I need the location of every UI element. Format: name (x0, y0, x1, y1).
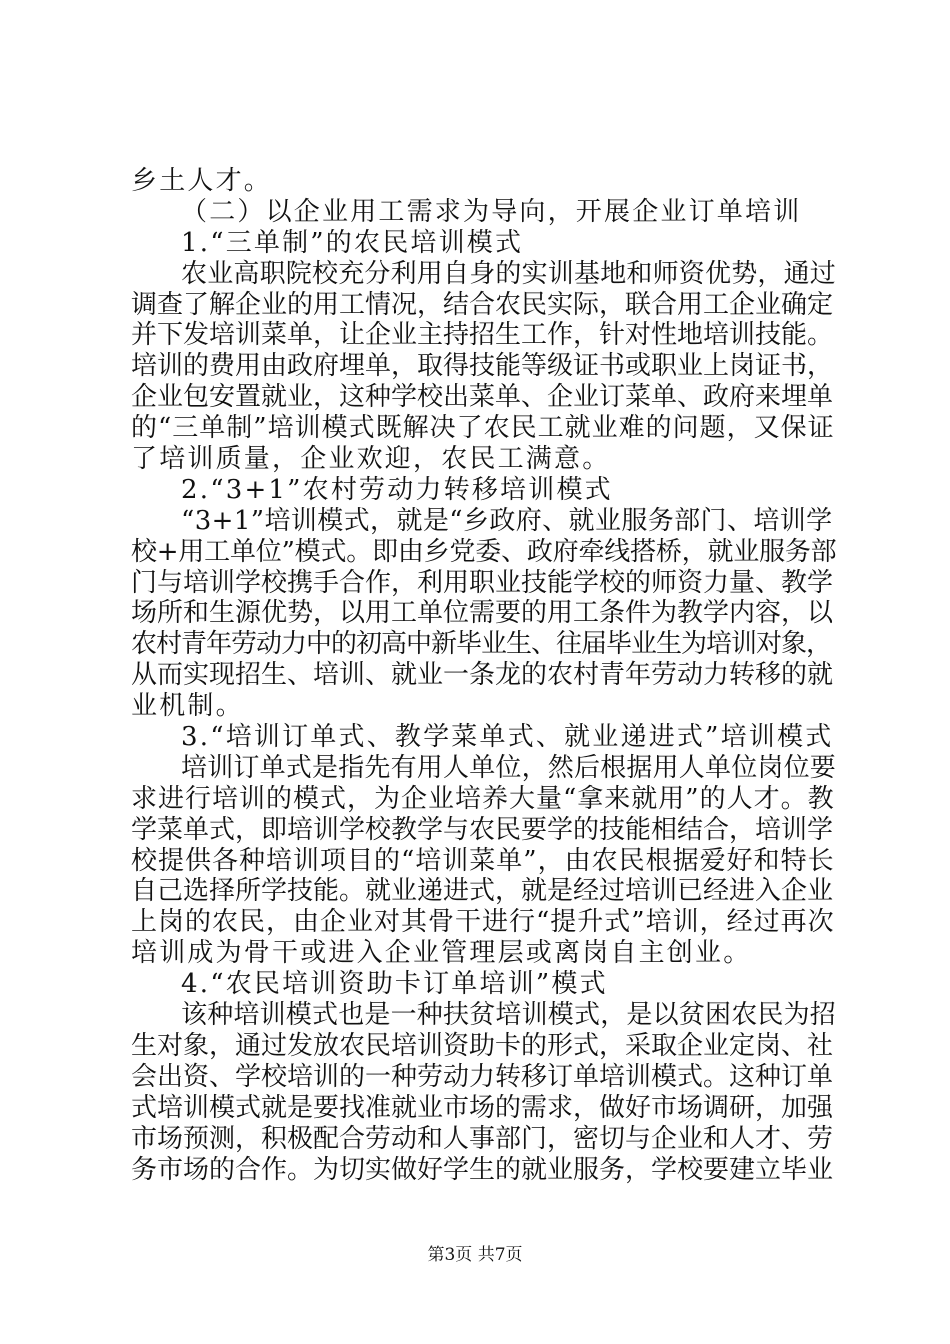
subsection-heading: 1.“三单制”的农民培训模式 (181, 227, 524, 258)
text-line: 并下发培训菜单，让企业主持招生工作，针对性地培训技能。 (131, 320, 834, 351)
text-line: 市场预测，积极配合劳动和人事部门，密切与企业和人才、劳 (131, 1123, 834, 1154)
text-line: 调查了解企业的用工情况，结合农民实际，联合用工企业确定 (131, 289, 834, 320)
text-line: 农村青年劳动力中的初高中新毕业生、往届毕业生为培训对象， (131, 629, 832, 660)
page-number-footer: 第3页 共7页 (427, 1245, 523, 1265)
section-heading: （二）以企业用工需求为导向，开展企业订单培训 (181, 196, 802, 227)
text-line: 乡土人才。 (131, 166, 273, 196)
text-line: 培训的费用由政府埋单，取得技能等级证书或职业上岗证书， (131, 351, 834, 382)
text-line: 从而实现招生、培训、就业一条龙的农村青年劳动力转移的就 (131, 660, 834, 691)
text-line: “3+1”培训模式，就是“乡政府、就业服务部门、培训学 (181, 505, 833, 536)
subsection-heading: 4.“农民培训资助卡订单培训”模式 (181, 969, 608, 1000)
text-line: 培训成为骨干或进入企业管理层或离岗自主创业。 (131, 938, 752, 969)
subsection-heading: 2.“3+1”农村劳动力转移培训模式 (181, 474, 613, 505)
text-line: 了培训质量，企业欢迎，农民工满意。 (131, 444, 611, 475)
text-line: 校提供各种培训项目的“培训菜单”，由农民根据爱好和特长 (131, 845, 835, 876)
text-line: 务市场的合作。为切实做好学生的就业服务，学校要建立毕业 (131, 1154, 834, 1185)
text-line: 上岗的农民，由企业对其骨干进行“提升式”培训，经过再次 (131, 907, 835, 938)
subsection-heading: 3.“培训订单式、教学菜单式、就业递进式”培训模式 (181, 722, 834, 753)
text-line: 企业包安置就业，这种学校出菜单、企业订菜单、政府来埋单 (131, 382, 834, 413)
text-line: 求进行培训的模式，为企业培养大量“拿来就用”的人才。教 (131, 783, 835, 814)
text-line: 场所和生源优势，以用工单位需要的用工条件为教学内容，以 (131, 598, 834, 629)
text-line: 学菜单式，即培训学校教学与农民要学的技能相结合，培训学 (131, 814, 834, 845)
text-line: 会出资、学校培训的一种劳动力转移订单培训模式。这种订单 (131, 1061, 834, 1092)
text-line: 自己选择所学技能。就业递进式，就是经过培训已经进入企业 (131, 876, 834, 907)
text-line: 生对象，通过发放农民培训资助卡的形式，采取企业定岗、社 (131, 1030, 834, 1061)
text-line: 的“三单制”培训模式既解决了农民工就业难的问题，又保证 (131, 413, 835, 444)
text-line: 门与培训学校携手合作，利用职业技能学校的师资力量、教学 (131, 567, 834, 598)
document-body (131, 166, 836, 1185)
text-line: 校+用工单位”模式。即由乡党委、政府牵线搭桥，就业服务部 (131, 536, 837, 567)
text-line: 业机制。 (131, 691, 244, 722)
text-line: 农业高职院校充分利用自身的实训基地和师资优势，通过 (181, 258, 837, 289)
text-line: 该种培训模式也是一种扶贫培训模式，是以贫困农民为招 (181, 1000, 837, 1031)
text-line: 式培训模式就是要找准就业市场的需求，做好市场调研，加强 (131, 1092, 834, 1123)
text-line: 培训订单式是指先有用人单位，然后根据用人单位岗位要 (181, 752, 837, 783)
